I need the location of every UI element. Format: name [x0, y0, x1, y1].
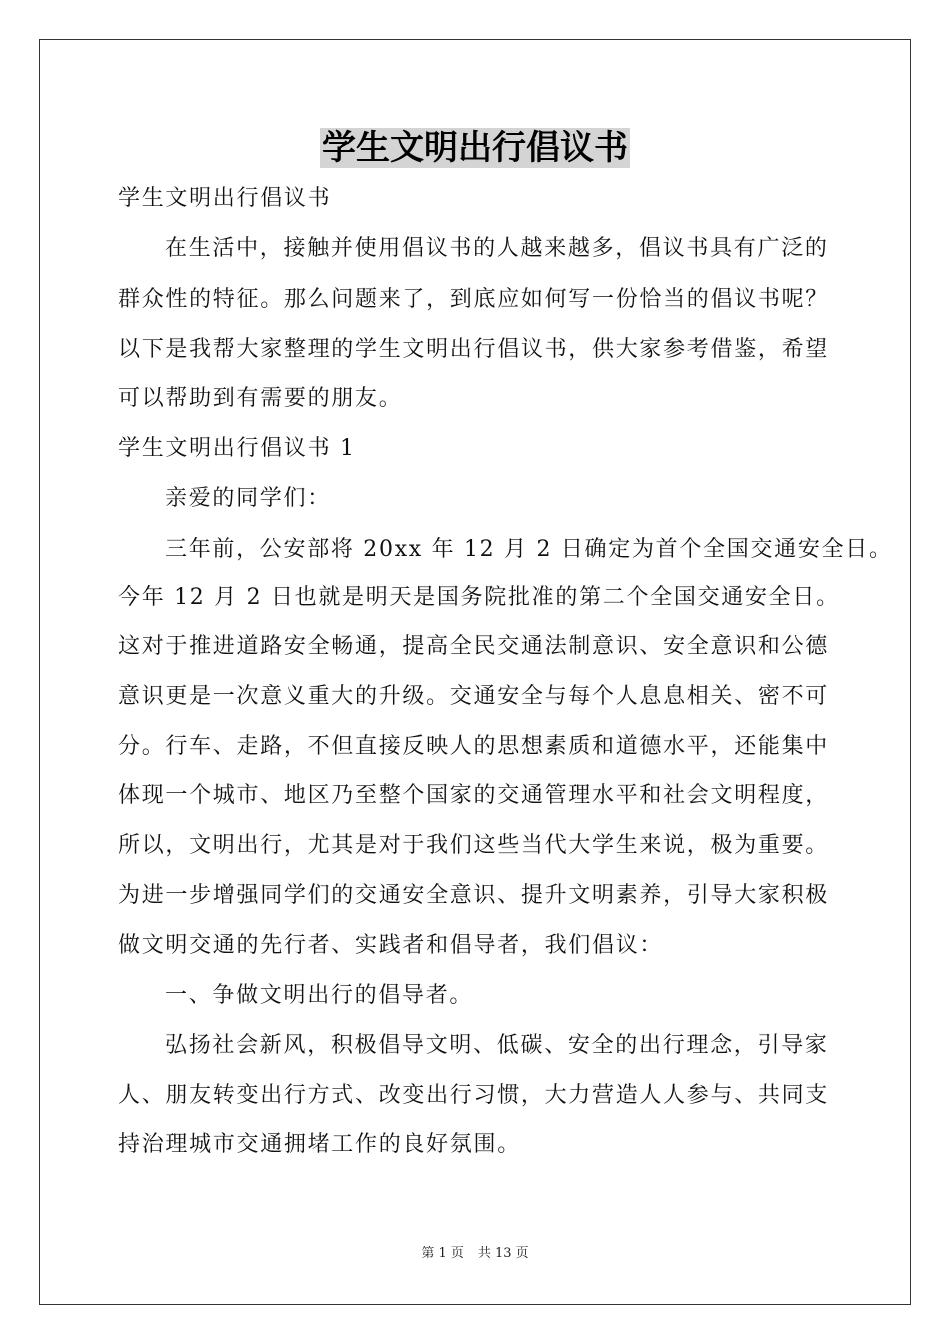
paragraph-line: 分。行车、走路，不但直接反映人的思想素质和道德水平，还能集中: [118, 734, 830, 759]
paragraph-line: 体现一个城市、地区乃至整个国家的交通管理水平和社会文明程度，: [118, 783, 830, 808]
document-title-text: 学生文明出行倡议书: [322, 128, 628, 168]
list-heading: 一、争做文明出行的倡导者。: [165, 983, 474, 1008]
paragraph-line: 做文明交通的先行者、实践者和倡导者，我们倡议：: [118, 933, 664, 958]
paragraph-line: 所以，文明出行，尤其是对于我们这些当代大学生来说，极为重要。: [118, 833, 830, 858]
paragraph-line: 为进一步增强同学们的交通安全意识、提升文明素养，引导大家积极: [118, 883, 830, 908]
paragraph-line: 今年 12 月 2 日也就是明天是国务院批准的第二个全国交通安全日。: [118, 585, 840, 610]
subtitle-line: 学生文明出行倡议书: [118, 186, 332, 211]
salutation: 亲爱的同学们：: [165, 486, 331, 511]
paragraph-line: 意识更是一次意义重大的升级。交通安全与每个人息息相关、密不可: [118, 684, 830, 709]
document-title: [0, 126, 950, 170]
paragraph-line: 这对于推进道路安全畅通，提高全民交通法制意识、安全意识和公德: [118, 634, 830, 659]
paragraph-line: 持治理城市交通拥堵工作的良好氛围。: [118, 1132, 521, 1157]
paragraph-line: 群众性的特征。那么问题来了，到底应如何写一份恰当的倡议书呢？: [118, 287, 830, 312]
paragraph-line: 弘扬社会新风，积极倡导文明、低碳、安全的出行理念，引导家: [165, 1033, 829, 1058]
paragraph-line: 可以帮助到有需要的朋友。: [118, 386, 403, 411]
page-total: 共 13 页: [477, 1246, 529, 1261]
section-heading: 学生文明出行倡议书 1: [118, 436, 356, 461]
page-border: [39, 39, 911, 1305]
page-footer: [0, 1245, 950, 1263]
paragraph-line: 人、朋友转变出行方式、改变出行习惯，大力营造人人参与、共同支: [118, 1083, 830, 1108]
paragraph-line: 三年前，公安部将 20xx 年 12 月 2 日确定为首个全国交通安全日。: [165, 537, 893, 562]
paragraph-line: 在生活中，接触并使用倡议书的人越来越多，倡议书具有广泛的: [165, 236, 829, 261]
paragraph-line: 以下是我帮大家整理的学生文明出行倡议书，供大家参考借鉴，希望: [118, 337, 830, 362]
page-number: 第 1 页: [421, 1246, 464, 1261]
